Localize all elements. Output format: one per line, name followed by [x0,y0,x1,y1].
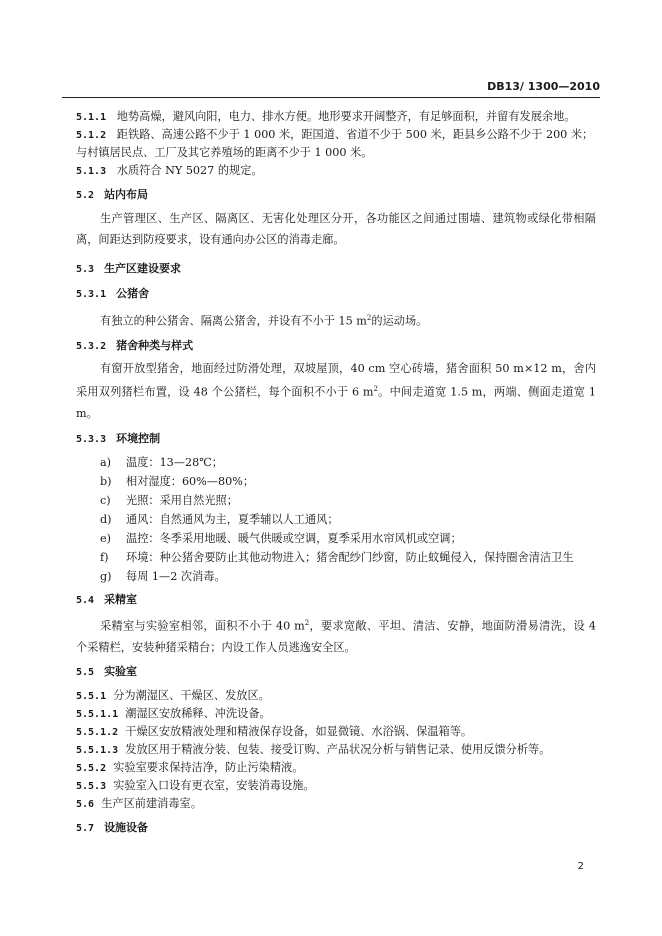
clause-5-1-3 [76,162,263,178]
heading-text: 环境控制 [116,432,161,445]
list-key: a) [100,456,112,469]
clause-number: 5.5.2 [76,763,107,774]
list-text: 每周 1—2 次消毒。 [126,570,226,583]
list-text: 相对湿度：60%—80%； [126,475,255,488]
heading-number: 5.3.1 [76,289,107,300]
list-key: f) [100,551,109,564]
heading-5-4 [76,591,137,607]
list-item [100,473,254,489]
heading-text: 猪舍种类与样式 [116,339,194,352]
heading-5-5 [76,663,137,679]
paragraph-text: 。中间走道宽 1.5 m，两端、侧面走道宽 1 m。 [76,385,596,420]
clause-text: 距铁路、高速公路不少于 1 000 米，距国道、省道不少于 500 米，距县乡公路不少于 200 米； [116,128,594,141]
heading-text: 设施设备 [104,821,149,834]
paragraph-5-2: 生产管理区、生产区、隔离区、无害化处理区分开，各功能区之间通过围墙、建筑物或绿化带相隔离，间距达到防疫要求，设有通向办公区的消毒走廊。 [76,212,596,246]
heading-text: 站内布局 [104,188,149,201]
superscript: 2 [304,619,310,627]
heading-text: 公猪舍 [116,287,150,300]
clause-number: 5.5.1 [76,691,107,702]
paragraph-5-4 [76,613,596,658]
superscript: 2 [366,314,372,322]
list-item [100,511,339,527]
list-text: 温控：冬季采用地暖、暖气供暖或空调，夏季采用水帘风机或空调； [126,532,462,545]
clause-5-1-1 [76,108,575,124]
clause-number: 5.1.2 [76,130,107,141]
list-text: 温度：13—28℃； [126,456,223,469]
superscript: 2 [373,385,378,393]
heading-number: 5.3 [76,264,95,275]
clause-5-5-1 [76,687,270,703]
heading-5-3-3 [76,430,160,446]
heading-number: 5.5 [76,667,95,678]
clause-number: 5.5.3 [76,781,107,792]
clause-text: 潮湿区安放稀释、冲洗设备。 [125,707,271,720]
clause-5-5-2 [76,759,303,775]
heading-text: 实验室 [104,665,138,678]
heading-text: 采精室 [104,593,138,606]
list-text: 环境：种公猪舍要防止其他动物进入；猪舍配纱门纱窗，防止蚊蝇侵入，保持圈舍清洁卫生 [126,551,574,564]
heading-number: 5.4 [76,595,95,606]
list-item [100,530,462,546]
list-text: 通风：自然通风为主，夏季辅以人工通风； [126,513,339,526]
list-item [100,492,238,508]
heading-5-7 [76,819,148,835]
clause-5-5-1-2 [76,723,472,739]
paragraph-5-3-2 [76,358,596,424]
heading-number: 5.2 [76,190,95,201]
paragraph-text: 的运动场。 [371,314,428,328]
clause-text: 水质符合 NY 5027 的规定。 [116,164,263,177]
paragraph-text: 有独立的种公猪舍、隔离公猪舍，并设有不小于 15 m [100,314,367,328]
clause-text: 分为潮湿区、干燥区、发放区。 [113,689,270,702]
clause-5-6 [76,795,202,811]
heading-5-3 [76,260,181,276]
paragraph-5-3-1 [76,308,596,332]
clause-number: 5.5.1.3 [76,745,119,756]
clause-number: 5.5.1.1 [76,709,119,720]
clause-text: 地势高燥，避风向阳，电力、排水方便。地形要求开阔整齐，有足够面积，并留有发展余地。 [116,110,576,123]
clause-5-1-2 [76,126,593,142]
clause-5-1-2-cont [76,144,372,160]
clause-text: 生产区前建消毒室。 [101,797,202,810]
list-key: c) [100,494,111,507]
paragraph-text: 有窗开放型猪舍，地面经过防滑处理，双坡屋顶，40 cm 空心砖墙，猪舍面积 50 m×12 m，舍内采用双列猪栏布置，设 48 个公猪栏，每个面积不小于 6 m [76,362,596,399]
heading-5-3-1 [76,285,149,301]
paragraph-text: 采精室与实验室相邻，面积不小于 40 m [100,619,305,633]
heading-number: 5.7 [76,823,95,834]
page-number: 2 [577,861,584,872]
paragraph-text: ，要求宽敞、平坦、清洁、安静，地面防滑易清洗，设 4 个采精栏，安装种猪采精台；内设工作人员逃逸安全区。 [76,619,596,654]
clause-text: 实验室要求保持洁净，防止污染精液。 [113,761,304,774]
list-key: b) [100,475,112,488]
list-text: 光照：采用自然光照； [126,494,238,507]
clause-number: 5.1.1 [76,112,107,123]
clause-text: 发放区用于精液分装、包装、接受订购、产品状况分析与销售记录、使用反馈分析等。 [125,743,551,756]
list-key: e) [100,532,111,545]
heading-5-2 [76,186,148,202]
document-code: DB13/ 1300—2010 [487,80,600,93]
clause-5-5-3 [76,777,315,793]
clause-number: 5.1.3 [76,166,107,177]
heading-text: 生产区建设要求 [104,262,182,275]
heading-number: 5.3.2 [76,341,107,352]
header-rule [62,97,600,98]
clause-text: 实验室入口设有更衣室，安装消毒设施。 [113,779,315,792]
clause-number: 5.5.1.2 [76,727,119,738]
list-key: d) [100,513,112,526]
clause-5-5-1-1 [76,705,271,721]
heading-number: 5.3.3 [76,434,107,445]
list-item [100,549,574,565]
list-item [100,568,226,584]
clause-5-5-1-3 [76,741,550,757]
clause-text: 干燥区安放精液处理和精液保存设备，如显微镜、水浴锅、保温箱等。 [125,725,473,738]
heading-5-3-2 [76,337,193,353]
clause-text: 与村镇居民点、工厂及其它养殖场的距离不少于 1 000 米。 [76,146,373,159]
list-item [100,454,223,470]
list-key: g) [100,570,112,583]
clause-number: 5.6 [76,799,95,810]
